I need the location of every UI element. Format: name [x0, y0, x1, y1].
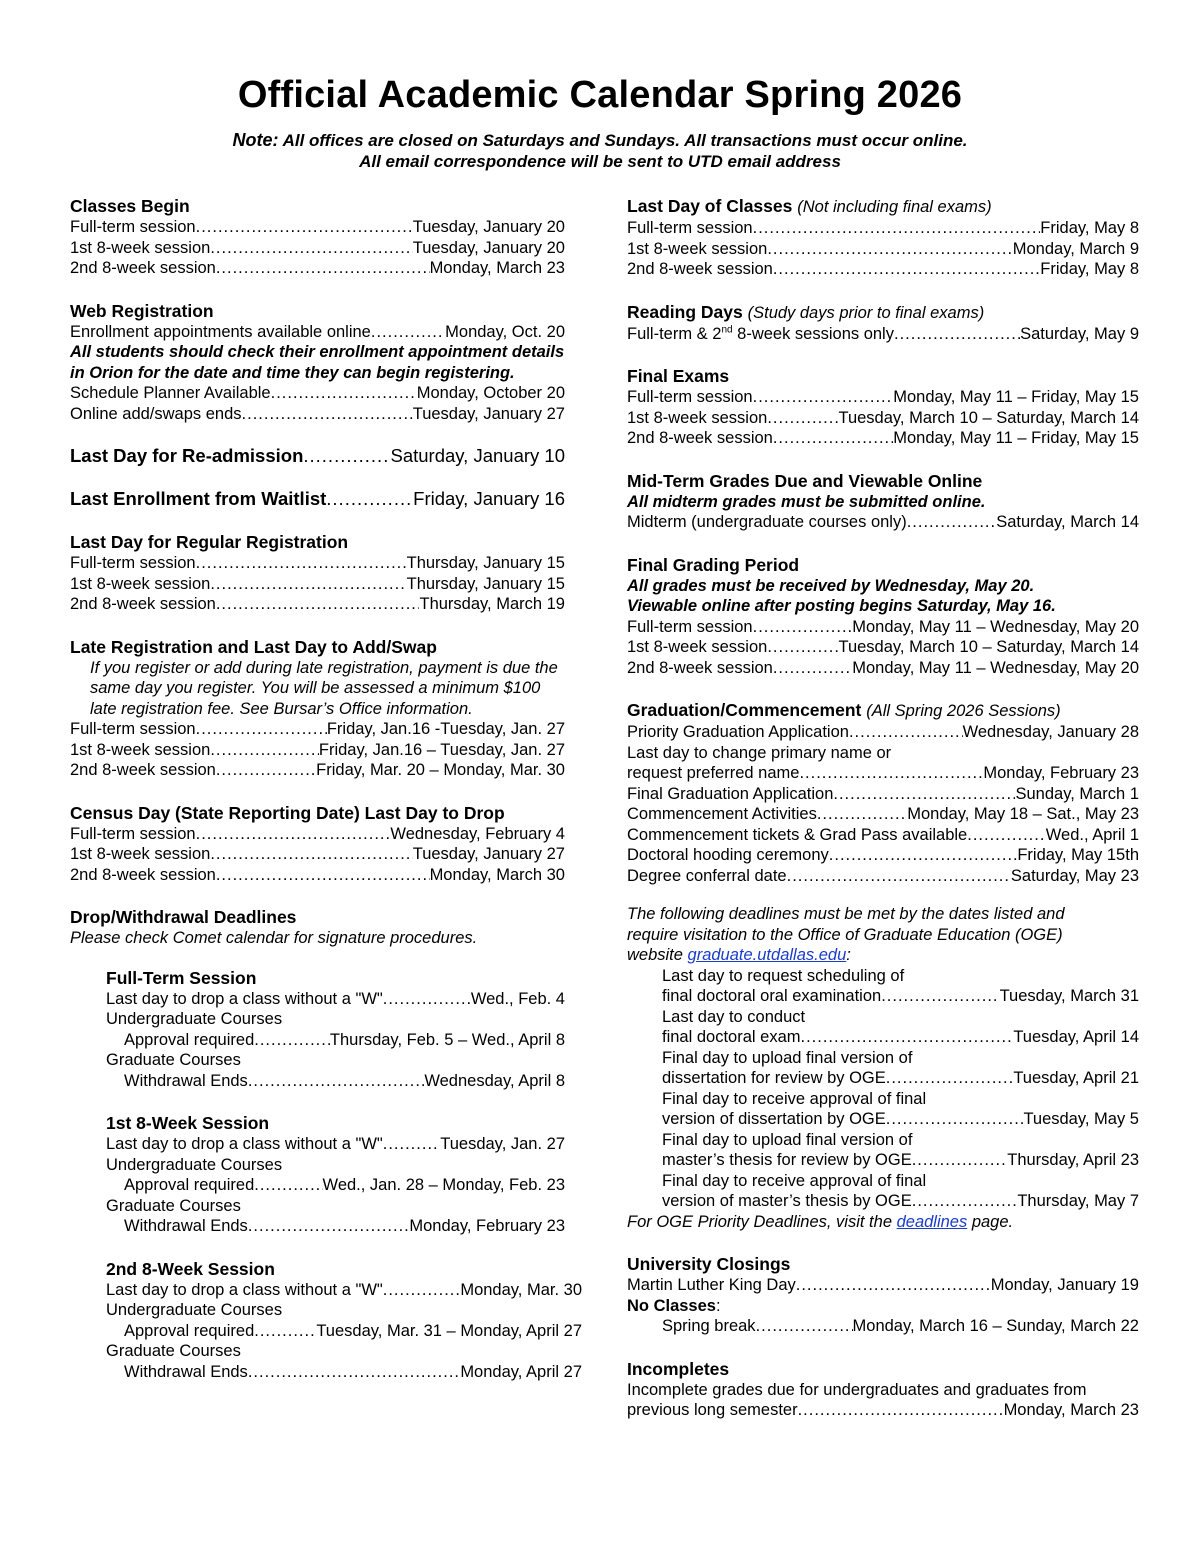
row-value: Thursday, January 15	[406, 554, 565, 572]
leader-dots	[886, 1109, 1024, 1130]
leader-dots	[886, 1068, 1014, 1089]
row-label: 1st 8-week session	[70, 238, 211, 257]
row-label: final doctoral exam	[662, 1028, 801, 1046]
date-row	[106, 1362, 582, 1383]
date-row	[70, 383, 565, 404]
date-row	[70, 553, 565, 574]
date-row	[627, 658, 1139, 679]
row-value: Wed., Jan. 28 – Monday, Feb. 23	[322, 1176, 565, 1194]
leader-dots	[753, 218, 1041, 239]
signature-notice: Please check Comet calendar for signature procedures.	[70, 929, 478, 947]
heading-note: (Not including final exams)	[797, 198, 992, 216]
date-row	[70, 488, 565, 510]
leader-dots	[216, 865, 430, 886]
leader-dots	[196, 719, 327, 740]
row-label: Full-term session	[70, 554, 196, 572]
row-label: 2nd 8-week session	[70, 595, 216, 613]
section-heading: Web Registration	[70, 300, 214, 321]
section-heading	[627, 301, 1139, 324]
subsection-heading: 1st 8-Week Session	[106, 1113, 270, 1133]
waitlist-section	[70, 488, 565, 510]
date-row	[627, 512, 1139, 533]
date-row	[627, 825, 1139, 846]
row-label: Priority Graduation Application	[627, 723, 849, 741]
section-heading: Final Grading Period	[627, 554, 800, 575]
row-value: Tuesday, Jan. 27	[440, 1135, 565, 1153]
date-row	[106, 1071, 565, 1092]
row-value: Saturday, May 9	[1020, 324, 1139, 343]
row-label: Last Day for Re-admission	[70, 445, 304, 466]
row-value: Monday, March 23	[1003, 1401, 1139, 1419]
leader-dots	[773, 658, 852, 679]
leader-dots	[210, 238, 412, 259]
row-value: Tuesday, January 27	[412, 845, 565, 863]
row-label: 1st 8-week session	[70, 740, 211, 759]
row-label: Doctoral hooding ceremony	[627, 846, 829, 864]
row-value: Thursday, April 23	[1007, 1151, 1139, 1169]
row-label: Spring break	[662, 1317, 756, 1335]
leader-dots	[210, 844, 412, 865]
row-value: Thursday, January 15	[406, 574, 565, 593]
oge-intro-text: The following deadlines must be met by the dates listed and require visitation to the Office of Graduate Education (OGE) website	[627, 905, 1065, 964]
row-value: Thursday, May 7	[1017, 1192, 1139, 1210]
row-label: request preferred name	[627, 764, 800, 782]
late-fee-notice: If you register or add during late registration, payment is due the same day you register. You will be assessed a minimum $100 late registration fee. See Bursar’s Office information.	[90, 658, 558, 718]
row-label: 1st 8-week session	[627, 239, 768, 258]
date-row	[70, 238, 565, 259]
leader-dots	[967, 825, 1046, 846]
row-value: Tuesday, May 5	[1023, 1110, 1139, 1128]
row-label: 1st 8-week session	[70, 574, 211, 593]
date-row	[627, 763, 1139, 784]
date-row	[627, 218, 1139, 239]
date-row	[627, 408, 1139, 429]
note-line1: All offices are closed on Saturdays and Sundays. All transactions must occur online.	[282, 131, 968, 150]
row-label: Full-term session	[70, 218, 196, 236]
row-value: Tuesday, April 21	[1013, 1069, 1139, 1087]
leader-dots	[383, 1280, 461, 1301]
leader-dots	[326, 488, 413, 510]
row-label: 1st 8-week session	[627, 408, 768, 427]
row-value: Tuesday, January 27	[412, 404, 565, 423]
row-label: Last Enrollment from Waitlist	[70, 488, 327, 509]
leader-dots	[254, 1175, 322, 1196]
row-label: Online add/swaps ends	[70, 404, 242, 423]
date-row	[627, 845, 1139, 866]
row-value: Friday, January 16	[413, 488, 565, 509]
label-part: 8-week sessions only	[732, 324, 894, 343]
date-row	[627, 239, 1139, 260]
drop-withdrawal-section	[70, 906, 565, 949]
date-row	[106, 989, 565, 1010]
row-label: Full-term session	[627, 388, 753, 406]
row-label: dissertation for review by OGE	[662, 1069, 886, 1087]
heading-note: (All Spring 2026 Sessions)	[866, 702, 1061, 720]
row-value: Monday, February 23	[409, 1217, 565, 1235]
date-row	[662, 1068, 1139, 1089]
leader-dots	[798, 1400, 1004, 1421]
web-registration-section	[70, 300, 565, 425]
row-value: Saturday, January 10	[390, 445, 565, 466]
oge-intro-end: :	[846, 946, 851, 964]
leader-dots	[371, 322, 445, 343]
leader-dots	[767, 637, 838, 658]
date-row	[70, 740, 565, 761]
row-label: Final Graduation Application	[627, 784, 834, 803]
row-value: Monday, March 9	[1012, 239, 1139, 258]
date-row	[627, 784, 1139, 805]
oge-item-line: Final day to receive approval of final	[662, 1171, 927, 1190]
leader-dots	[383, 989, 471, 1010]
section-heading: Mid-Term Grades Due and Viewable Online	[627, 470, 983, 491]
oge-item-line: Final day to receive approval of final	[662, 1089, 927, 1108]
section-heading: Final Exams	[627, 366, 730, 386]
row-label	[627, 324, 894, 345]
section-heading: Drop/Withdrawal Deadlines	[70, 907, 297, 927]
leader-dots	[907, 512, 997, 533]
first-8-week-subsection	[106, 1112, 565, 1237]
leader-dots	[881, 986, 999, 1007]
oge-section	[627, 904, 1139, 1232]
leader-dots	[796, 1275, 991, 1296]
date-row	[70, 217, 565, 238]
row-label: version of dissertation by OGE	[662, 1110, 886, 1128]
second-8-week-subsection	[106, 1258, 582, 1383]
section-heading	[627, 195, 1139, 218]
row-label: master’s thesis for review by OGE	[662, 1151, 912, 1169]
row-label: 2nd 8-week session	[70, 865, 216, 884]
row-label: Full-term session	[627, 219, 753, 237]
leader-dots	[216, 760, 316, 781]
regular-registration-section	[70, 531, 565, 615]
row-value: Wed., April 1	[1045, 825, 1139, 844]
row-value: Monday, March 30	[429, 865, 565, 884]
date-row	[627, 428, 1139, 449]
row-value: Tuesday, January 20	[412, 218, 565, 236]
row-label: Last day to drop a class without a "W"	[106, 989, 383, 1008]
oge-item-line: Last day to request scheduling of	[662, 966, 905, 985]
oge-deadline-list	[627, 966, 1139, 1212]
row-value: Tuesday, March 31	[999, 987, 1139, 1005]
date-row	[662, 986, 1139, 1007]
row-label: Withdrawal Ends	[124, 1071, 248, 1090]
incompletes-section	[627, 1358, 1139, 1421]
row-label: previous long semester	[627, 1401, 798, 1419]
date-row	[627, 1400, 1139, 1421]
leader-dots	[271, 383, 417, 404]
oge-footer-end: page.	[967, 1212, 1014, 1231]
date-row	[627, 1316, 1139, 1337]
enrollment-notice: All students should check their enrollment appointment details in Orion for the date and time they can begin registering.	[70, 343, 565, 382]
row-label: Last day to drop a class without a "W"	[106, 1135, 383, 1153]
graduate-label: Graduate Courses	[106, 1051, 241, 1069]
date-row	[70, 844, 565, 865]
row-label: Approval required	[124, 1030, 255, 1049]
row-label: 1st 8-week session	[627, 638, 768, 656]
subsection-heading: Full-Term Session	[106, 967, 257, 988]
row-value: Monday, February 23	[983, 764, 1139, 782]
deadlines-link[interactable]: deadlines	[896, 1212, 968, 1231]
date-row	[70, 574, 565, 595]
right-column	[627, 195, 1139, 1442]
row-label: 2nd 8-week session	[70, 259, 216, 277]
leader-dots	[254, 1321, 316, 1342]
row-value: Saturday, May 23	[1010, 866, 1139, 885]
grading-notice: All grades must be received by Wednesday, May 20.	[627, 576, 1035, 595]
row-label: Schedule Planner Available	[70, 384, 271, 402]
leader-dots	[196, 553, 407, 574]
drop-subsections	[70, 967, 582, 1383]
leader-dots	[303, 445, 390, 467]
row-value: Friday, May 15th	[1017, 846, 1139, 864]
subsection-heading: 2nd 8-Week Session	[106, 1258, 275, 1279]
classes-begin-section	[70, 195, 565, 279]
final-grading-section	[627, 554, 1139, 679]
date-row	[70, 404, 565, 425]
leader-dots	[753, 617, 853, 638]
leader-dots	[753, 387, 894, 408]
row-value: Tuesday, January 20	[412, 238, 565, 257]
row-value: Monday, October 20	[416, 384, 565, 402]
leader-dots	[801, 1027, 1014, 1048]
date-row	[70, 760, 565, 781]
row-label: Midterm (undergraduate courses only)	[627, 513, 907, 531]
page-title: Official Academic Calendar Spring 2026	[237, 74, 963, 116]
row-value: Tuesday, March 10 – Saturday, March 14	[838, 408, 1139, 427]
name-change-line: Last day to change primary name or	[627, 743, 892, 762]
row-label: Approval required	[124, 1321, 255, 1340]
heading-text: Last Day of Classes	[627, 196, 793, 216]
leader-dots	[849, 722, 963, 743]
row-value: Monday, Mar. 30	[460, 1280, 582, 1299]
date-row	[70, 865, 565, 886]
date-row	[70, 719, 565, 740]
row-value: Wednesday, January 28	[962, 723, 1139, 741]
row-value: Tuesday, Mar. 31 – Monday, April 27	[316, 1321, 582, 1340]
row-value: Friday, May 8	[1040, 219, 1139, 237]
date-row	[106, 1321, 582, 1342]
note-label: Note:	[232, 130, 279, 150]
leader-dots	[799, 763, 983, 784]
row-value: Wed., Feb. 4	[470, 989, 565, 1008]
leader-dots	[912, 1191, 1018, 1212]
leader-dots	[248, 1216, 410, 1237]
row-value: Monday, January 19	[990, 1276, 1139, 1294]
row-label: Commencement Activities	[627, 805, 817, 823]
date-row	[70, 258, 565, 279]
row-label: Full-term session	[70, 824, 196, 843]
oge-footer-text: For OGE Priority Deadlines, visit the	[627, 1212, 897, 1231]
heading-text: Reading Days	[627, 301, 743, 322]
no-classes-label: No Classes:	[627, 1296, 721, 1315]
row-value: Monday, May 11 – Friday, May 15	[893, 388, 1139, 406]
row-label: Full-term session	[627, 617, 753, 636]
row-label: 1st 8-week session	[70, 845, 211, 863]
grading-notice: Viewable online after posting begins Saturday, May 16.	[627, 597, 1056, 615]
row-value: Monday, Oct. 20	[445, 322, 565, 341]
heading-note: (Study days prior to final exams)	[747, 303, 985, 322]
leader-dots	[829, 845, 1018, 866]
row-value: Monday, May 11 – Wednesday, May 20	[852, 658, 1139, 677]
row-value: Thursday, March 19	[419, 595, 565, 613]
graduate-label: Graduate Courses	[106, 1342, 241, 1360]
graduation-section	[627, 699, 1139, 886]
leader-dots	[767, 408, 838, 429]
row-label: version of master’s thesis by OGE	[662, 1192, 912, 1210]
row-value: Friday, Mar. 20 – Monday, Mar. 30	[316, 761, 565, 779]
row-label: Degree conferral date	[627, 866, 787, 885]
date-row	[106, 1134, 565, 1155]
leader-dots	[767, 239, 1012, 260]
leader-dots	[210, 574, 406, 595]
row-value: Wednesday, April 8	[424, 1071, 565, 1090]
date-row	[106, 1280, 582, 1301]
final-exams-section	[627, 365, 1139, 449]
label-part: Full-term & 2	[627, 324, 722, 343]
undergraduate-label: Undergraduate Courses	[106, 1301, 283, 1319]
date-row	[627, 617, 1139, 638]
reading-days-section	[627, 301, 1139, 345]
row-value: Monday, March 16 – Sunday, March 22	[852, 1317, 1139, 1335]
oge-intro	[627, 904, 1139, 966]
row-value: Tuesday, March 10 – Saturday, March 14	[838, 638, 1139, 656]
undergraduate-label: Undergraduate Courses	[106, 1010, 283, 1028]
row-value: Saturday, March 14	[996, 513, 1139, 531]
undergraduate-label: Undergraduate Courses	[106, 1155, 283, 1174]
row-value: Friday, May 8	[1040, 260, 1139, 278]
row-label: Martin Luther King Day	[627, 1276, 796, 1294]
left-column	[70, 195, 582, 1403]
leader-dots	[216, 258, 430, 279]
row-label: Approval required	[124, 1176, 255, 1194]
date-row	[662, 1109, 1139, 1130]
readmission-section	[70, 445, 565, 467]
leader-dots	[773, 259, 1040, 280]
row-label: 2nd 8-week session	[627, 429, 773, 447]
last-day-classes-section	[627, 195, 1139, 280]
row-label: Enrollment appointments available online	[70, 322, 371, 341]
census-section	[70, 802, 565, 886]
leader-dots	[383, 1134, 440, 1155]
row-label: 2nd 8-week session	[627, 260, 773, 278]
midterm-section	[627, 470, 1139, 533]
leader-dots	[787, 866, 1011, 887]
section-heading: Last Day for Regular Registration	[70, 532, 349, 552]
note	[0, 130, 1200, 172]
row-value: Monday, May 11 – Wednesday, May 20	[852, 617, 1139, 636]
university-closings-section	[627, 1253, 1139, 1337]
note-line2: All email correspondence will be sent to UTD email address	[359, 152, 841, 171]
date-row	[70, 594, 565, 615]
date-row	[627, 259, 1139, 280]
leader-dots	[756, 1316, 853, 1337]
date-row	[106, 1216, 565, 1237]
date-row	[627, 637, 1139, 658]
heading-text: Graduation/Commencement	[627, 700, 862, 720]
date-row	[662, 1150, 1139, 1171]
late-registration-section	[70, 636, 565, 781]
oge-item-line: Final day to upload final version of	[662, 1130, 913, 1149]
row-label: 2nd 8-week session	[627, 658, 773, 677]
leader-dots	[248, 1362, 461, 1383]
oge-footer	[627, 1212, 1139, 1233]
row-value: Monday, May 11 – Friday, May 15	[893, 429, 1139, 447]
section-heading: University Closings	[627, 1254, 791, 1274]
date-row	[662, 1027, 1139, 1048]
date-row	[627, 804, 1139, 825]
graduate-label: Graduate Courses	[106, 1196, 241, 1215]
row-value: Thursday, Feb. 5 – Wed., April 8	[329, 1030, 565, 1049]
section-heading: Incompletes	[627, 1358, 730, 1379]
leader-dots	[894, 324, 1020, 345]
date-row	[627, 324, 1139, 345]
leader-dots	[254, 1030, 330, 1051]
row-label: Commencement tickets & Grad Pass available	[627, 825, 968, 844]
date-row	[627, 722, 1139, 743]
row-label: Full-term session	[70, 720, 196, 738]
leader-dots	[912, 1150, 1008, 1171]
leader-dots	[216, 594, 420, 615]
row-value: Friday, Jan.16 – Tuesday, Jan. 27	[318, 740, 565, 759]
oge-item-line: Final day to upload final version of	[662, 1048, 913, 1067]
date-row	[70, 322, 565, 343]
row-value: Friday, Jan.16 -Tuesday, Jan. 27	[326, 720, 565, 738]
row-value: Wednesday, February 4	[390, 824, 565, 843]
full-term-subsection	[106, 967, 565, 1092]
row-label: final doctoral oral examination	[662, 987, 882, 1005]
row-value: Monday, March 23	[429, 259, 565, 277]
section-heading: Late Registration and Last Day to Add/Swap	[70, 636, 437, 657]
leader-dots	[833, 784, 1015, 805]
date-row	[106, 1030, 565, 1051]
leader-dots	[248, 1071, 425, 1092]
row-label: Last day to drop a class without a "W"	[106, 1280, 383, 1299]
section-heading: Census Day (State Reporting Date) Last Day to Drop	[70, 802, 505, 823]
ordinal-suffix: nd	[721, 324, 733, 335]
row-label: Withdrawal Ends	[124, 1362, 248, 1381]
oge-item-line: Last day to conduct	[662, 1007, 806, 1026]
row-label: Withdrawal Ends	[124, 1217, 248, 1235]
date-row	[627, 866, 1139, 887]
date-row	[106, 1175, 565, 1196]
leader-dots	[196, 217, 413, 238]
leader-dots	[773, 428, 893, 449]
section-heading: Classes Begin	[70, 196, 190, 216]
date-row	[662, 1191, 1139, 1212]
midterm-notice: All midterm grades must be submitted online.	[627, 492, 986, 511]
leader-dots	[242, 404, 413, 425]
date-row	[70, 445, 565, 467]
row-value: Sunday, March 1	[1015, 784, 1139, 803]
row-value: Monday, April 27	[460, 1362, 582, 1381]
date-row	[627, 1275, 1139, 1296]
leader-dots	[817, 804, 907, 825]
section-heading	[627, 699, 1139, 722]
leader-dots	[210, 740, 319, 761]
date-row	[70, 824, 565, 845]
leader-dots	[196, 824, 391, 845]
row-label: 2nd 8-week session	[70, 761, 216, 779]
no-classes-text: No Classes	[627, 1296, 716, 1315]
date-row	[627, 387, 1139, 408]
row-value: Monday, May 18 – Sat., May 23	[907, 805, 1139, 823]
incompletes-text: Incomplete grades due for undergraduates and graduates from	[627, 1380, 1087, 1399]
row-value: Tuesday, April 14	[1013, 1028, 1139, 1046]
oge-website-link[interactable]: graduate.utdallas.edu	[687, 946, 847, 964]
